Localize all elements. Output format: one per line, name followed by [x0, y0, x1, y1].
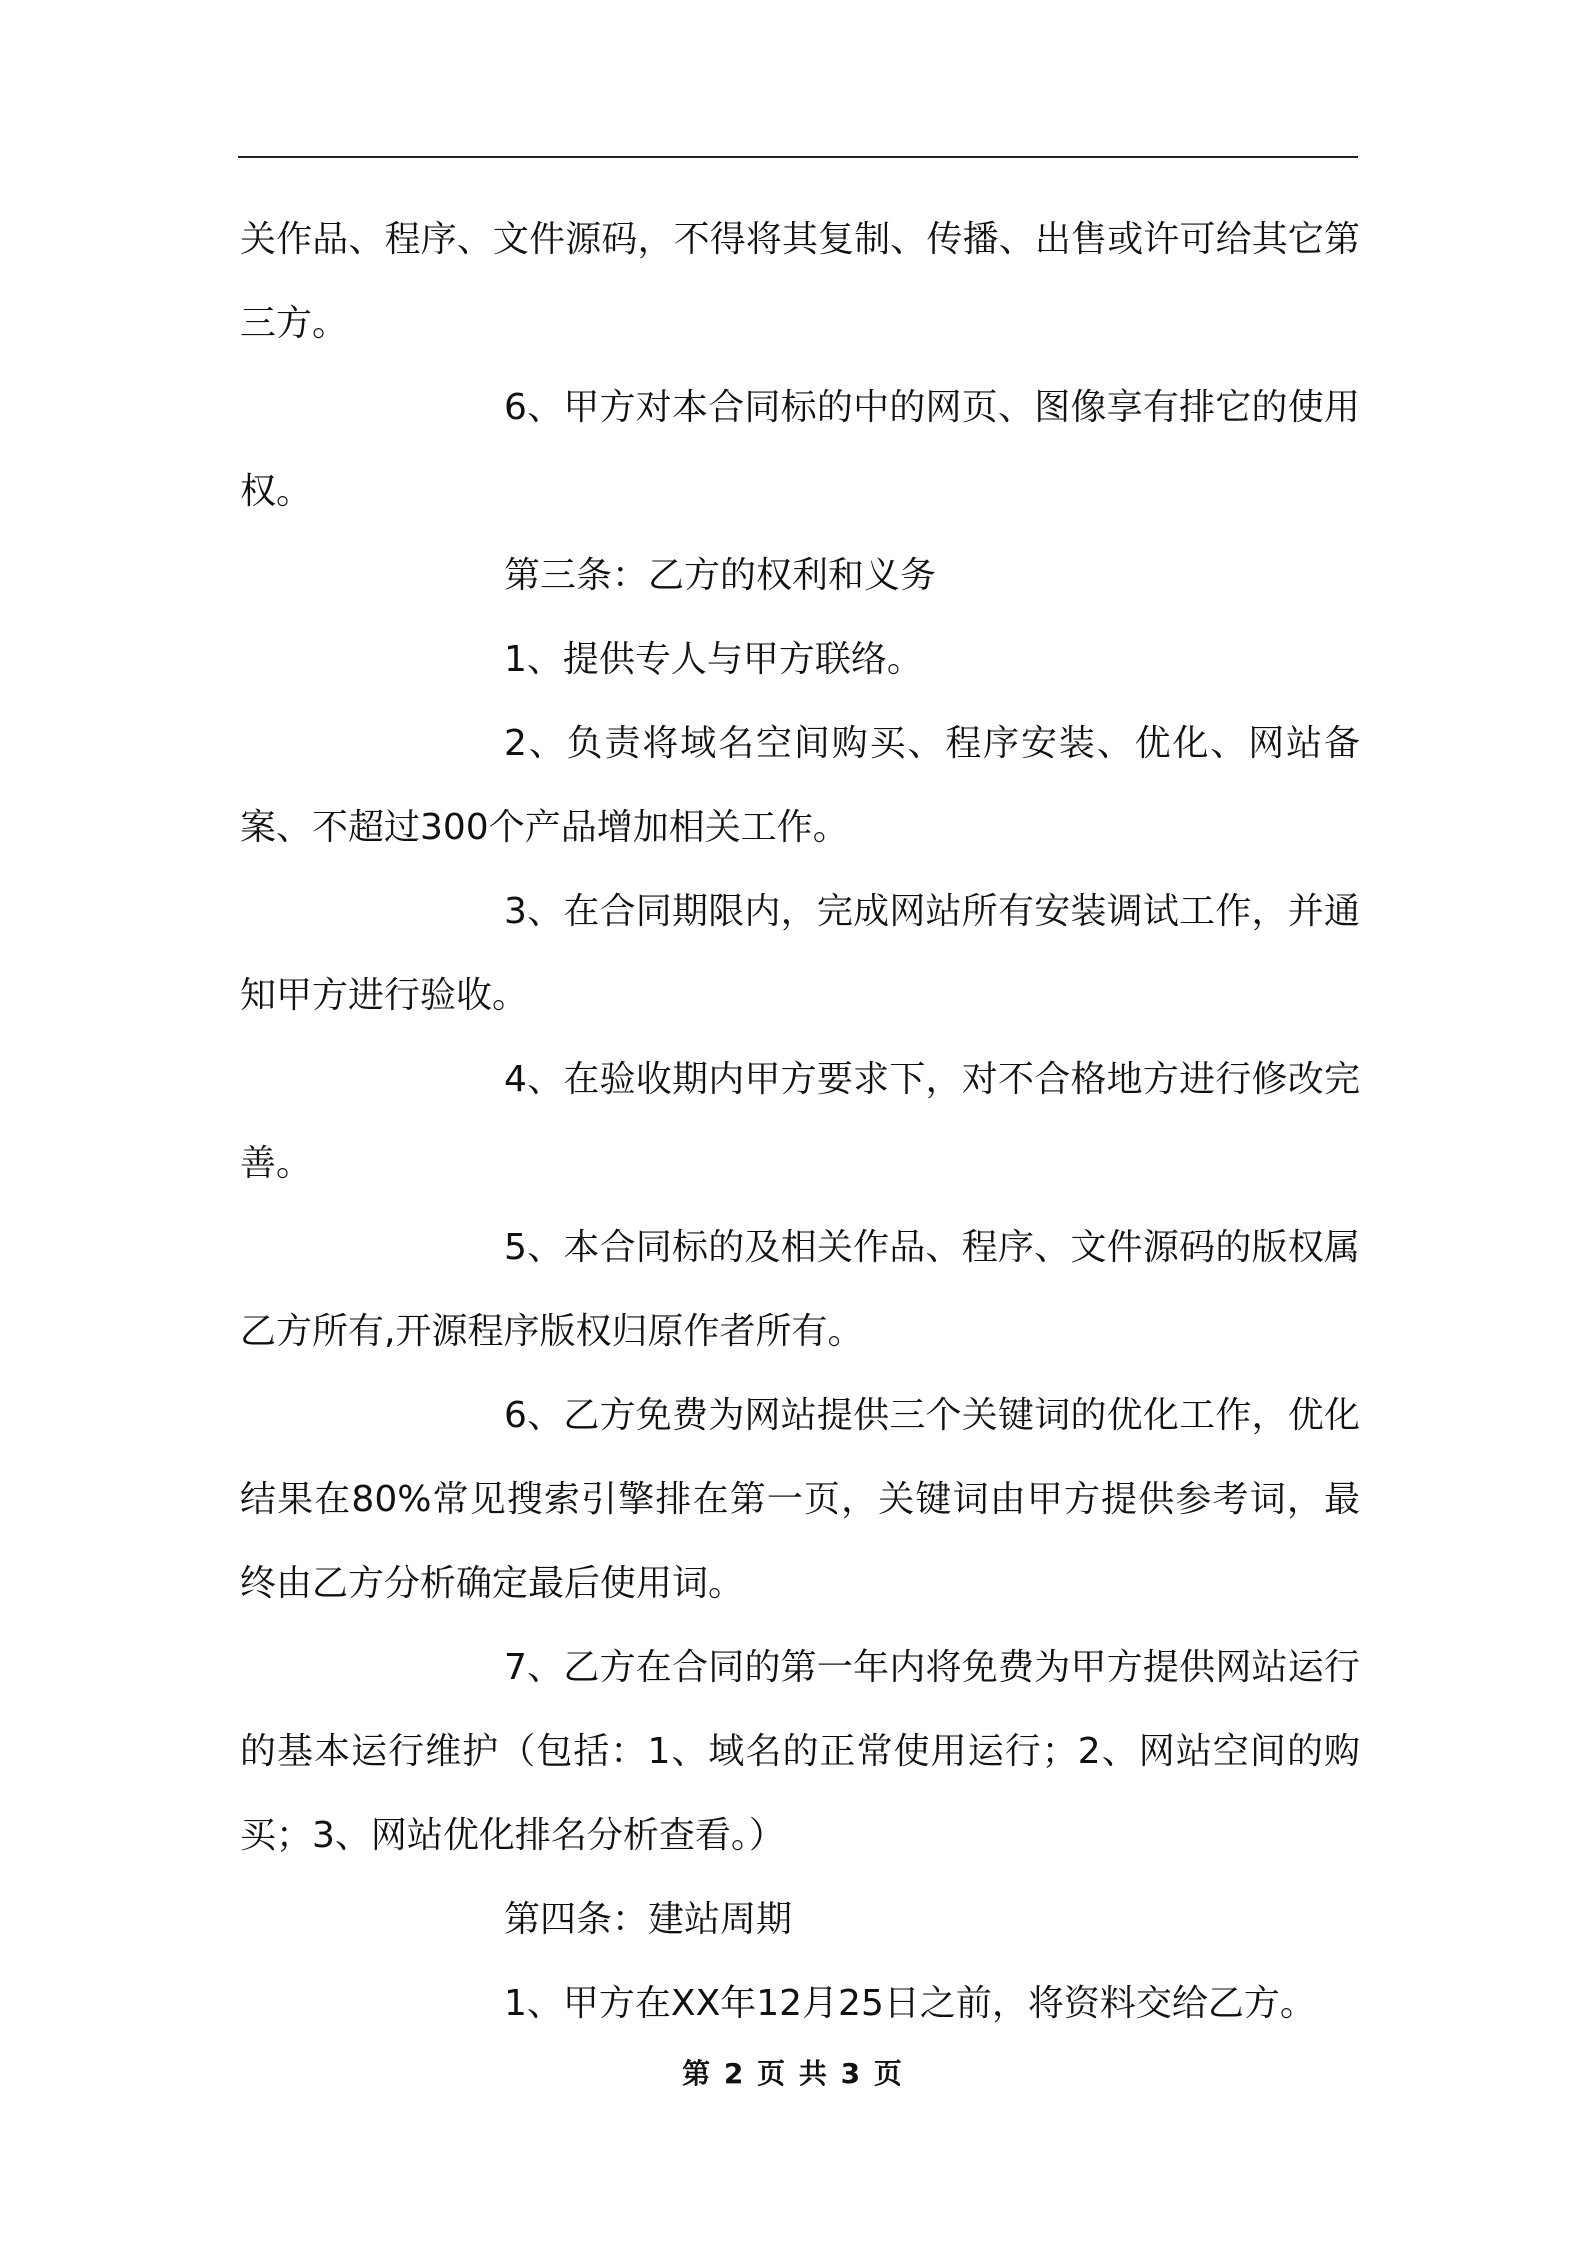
header-rule — [238, 156, 1358, 158]
paragraph: 3、在合同期限内，完成网站所有安装调试工作，并通知甲方进行验收。 — [240, 891, 1360, 1016]
section-heading: 第四条：建站周期 — [504, 1899, 793, 1940]
paragraph: 1、提供专人与甲方联络。 — [504, 639, 923, 680]
paragraph: 5、本合同标的及相关作品、程序、文件源码的版权属乙方所有,开源程序版权归原作者所有。 — [240, 1227, 1360, 1352]
paragraph: 1、甲方在XX年12月25日之前，将资料交给乙方。 — [504, 1983, 1316, 2024]
page-number-footer: 第 2 页 共 3 页 — [682, 2057, 904, 2090]
paragraph: 关作品、程序、文件源码，不得将其复制、传播、出售或许可给其它第三方。 — [240, 219, 1360, 344]
paragraph: 6、乙方免费为网站提供三个关键词的优化工作，优化结果在80%常见搜索引擎排在第一页，关键词由甲方提供参考词，最终由乙方分析确定最后使用词。 — [240, 1395, 1360, 1604]
paragraph: 2、负责将域名空间购买、程序安装、优化、网站备案、不超过300个产品增加相关工作。 — [240, 723, 1360, 848]
paragraph: 4、在验收期内甲方要求下，对不合格地方进行修改完善。 — [240, 1059, 1360, 1184]
paragraph: 6、甲方对本合同标的中的网页、图像享有排它的使用权。 — [240, 387, 1360, 512]
section-heading: 第三条：乙方的权利和义务 — [504, 555, 937, 596]
paragraph: 7、乙方在合同的第一年内将免费为甲方提供网站运行的基本运行维护（包括：1、域名的正常使用运行；2、网站空间的购买；3、网站优化排名分析查看。） — [240, 1647, 1360, 1856]
document-body — [240, 198, 1360, 2046]
